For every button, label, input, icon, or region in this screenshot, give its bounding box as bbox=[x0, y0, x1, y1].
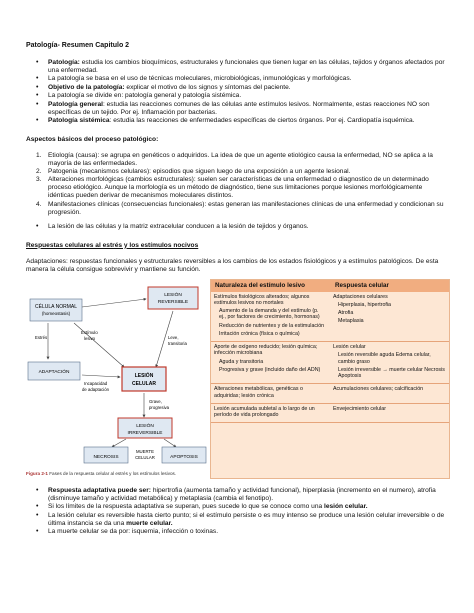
list-item: • Objetivo de la patología: explicar el motivo de los signos y síntomas del paciente. bbox=[36, 84, 446, 92]
final-list bbox=[36, 487, 446, 537]
page-title: Patología- Resumen Capitulo 2 bbox=[26, 42, 130, 49]
irreversible-2: IRREVERSIBLE bbox=[127, 430, 163, 436]
list-item: • La muerte celular se da por: isquemia, infección o toxinas. bbox=[36, 528, 446, 536]
figure-caption: Figura 2-1 Fases de la respuesta celular al estrés y los estímulos lesivos. bbox=[26, 470, 177, 476]
list-item: • La patología se divide en: patología general y patología sistémica. bbox=[36, 92, 446, 100]
table-cell-response: Lesión reversible aguda Edema celular, cambio graso bbox=[338, 352, 431, 365]
list-item: 2. Patogenia (mecanismos celulares): episodios que siguen luego de una exposición a un agente lesional. bbox=[36, 168, 351, 176]
grave-label-2: progresiva bbox=[149, 404, 170, 410]
necrosis-label: NECROSIS bbox=[93, 454, 119, 460]
table-cell-stimulus: Alteraciones metabólicas, genéticas o adquiridas; lesión crónica bbox=[214, 386, 303, 399]
irreversible-1: LESIÓN bbox=[136, 423, 154, 429]
list-item: • La patología se basa en el uso de técnicas moleculares, microbiológicas, inmunológicas y morfológicas. bbox=[36, 75, 446, 83]
adaptations-paragraph: Adaptaciones: respuestas funcionales y estructurales reversibles a los cambios de los estados fisiológicos y a estímulos patológicos. De esta manera la célula consigue sobrevivir y mantiene su función. bbox=[26, 257, 439, 273]
table-group bbox=[211, 342, 449, 384]
table-cell-response: Hiperplasia, hipertrofia bbox=[338, 301, 391, 308]
normal-cell-label: CÉLULA NORMAL bbox=[35, 303, 77, 310]
table-group bbox=[211, 404, 449, 424]
list-item: 1. Etiología (causa): se agrupa en genéticos o adquiridos. La idea de que un agente etiológico causa la enfermedad, NO se aplica a la mayoría de las enfermedades. bbox=[36, 152, 433, 168]
table-group bbox=[211, 292, 449, 343]
table-cell-response: Adaptaciones celulares bbox=[333, 293, 388, 300]
estimulo-label-1: Estímulo bbox=[81, 329, 98, 335]
estimulo-label-2: lesivo bbox=[84, 335, 95, 341]
figure-row bbox=[26, 279, 446, 481]
list-item: • Si los límites de la respuesta adaptativa se superan, pues sucede lo que se conoce como una lesión celular. bbox=[36, 503, 446, 511]
table-cell-stimulus: Aporte de oxígeno reducido; lesión química; infección microbiana bbox=[214, 344, 318, 357]
table-cell-stimulus: Estímulos fisiológicos alterados; algunos estímulos lesivos no mortales bbox=[214, 293, 310, 306]
table-cell-stimulus: Lesión acumulada subletal a lo largo de un período de vida prolongado bbox=[214, 405, 315, 419]
table-cell-response: Atrofia bbox=[338, 310, 354, 317]
aspects-heading: Aspectos básicos del proceso patológico: bbox=[26, 136, 159, 144]
normal-cell-sub: (homeostasis) bbox=[41, 310, 71, 316]
table-cell-response: Envejecimiento celular bbox=[333, 405, 386, 412]
list-item: • Respuesta adaptativa puede ser: hipertrofia (aumenta tamaño y actividad funcional), hiperplasia (incremento en el numero), atrofia (disminuye tamaño y actividad metabólica) y metaplasia (cambia el fenotipo). bbox=[36, 487, 446, 503]
stimulus-response-table bbox=[210, 279, 450, 479]
list-item: • Patología general: estudia las reacciones comunes de las células ante estímulos lesivos. Normalmente, estas reacciones NO son específicas de un tejido. Por ej. Inflamación por bacterias. bbox=[36, 101, 446, 117]
list-item: • Patología: estudia los cambios bioquímicos, estructurales y funcionales que tienen lugar en las células, tejidos y órganos afectados por una enfermedad. bbox=[36, 59, 446, 75]
table-cell-stimulus: Irritación crónica (física o química) bbox=[219, 330, 300, 337]
apoptosis-label: APOPTOSIS bbox=[170, 454, 198, 460]
table-cell-stimulus: Reducción de nutrientes y de la estimulación bbox=[219, 322, 325, 329]
list-item: 3. Alteraciones morfológicas (cambios estructurales): suelen ser características de una enfermedad o diagnostico de un determinado proceso etiológico. Aunque la morfología es un método de diagnóstico, tiene sus limitaciones porque lesiones morfológicamente idénticas pueden derivar de mecanismos moleculares distintos. bbox=[36, 176, 429, 200]
list-item: • La lesión de las células y la matriz extracelular conducen a la lesión de tejidos y órganos. bbox=[36, 223, 446, 231]
table-cell-stimulus: Aumento de la demanda y del estímulo (p. ej., por factores de crecimiento, hormonas) bbox=[219, 308, 320, 321]
leve-label-2: transitoria bbox=[168, 340, 187, 346]
table-cell-response: Lesión irreversible → muerte celular Necrosis Apoptosis bbox=[338, 366, 445, 380]
cell-response-diagram bbox=[26, 279, 208, 479]
incapacidad-label-2: de adaptación bbox=[82, 386, 109, 392]
intro-list bbox=[36, 59, 446, 126]
aspects-list bbox=[36, 152, 446, 216]
table-cell-response: Lesión celular bbox=[333, 344, 366, 351]
responses-heading: Respuestas celulares al estrés y los estímulos nocivos bbox=[26, 241, 199, 249]
table-header: Naturaleza del estímulo lesivo Respuesta celular bbox=[211, 280, 449, 292]
incapacidad-label-1: Incapacidad bbox=[84, 380, 108, 386]
adaptation-label: ADAPTACIÓN bbox=[38, 369, 70, 375]
table-cell-response: Metaplasia bbox=[338, 318, 364, 325]
lesion-celular-1: LESIÓN bbox=[134, 372, 154, 379]
muerte-label-1: MUERTE bbox=[135, 448, 155, 454]
lesion-celular-2: CELULAR bbox=[132, 380, 156, 387]
muerte-label-2: CELULAR bbox=[135, 454, 155, 460]
table-cell-stimulus: Aguda y transitoria bbox=[219, 358, 264, 365]
list-item: • La lesión celular es reversible hasta cierto punto; si el estímulo persiste o es muy intenso se produce una lesión celular irreversible o de última instancia se da una muerte celular. bbox=[36, 512, 446, 528]
cells-list bbox=[36, 223, 446, 231]
list-item: • Patología sistémica: estudia las reacciones de enfermedades específicas de ciertos órganos. Por ej. Cardiopatía isquémica. bbox=[36, 117, 446, 125]
grave-label-1: Grave, bbox=[149, 398, 162, 404]
estres-label: Estrés bbox=[35, 334, 48, 340]
reversible-label-2: REVERSIBLE bbox=[157, 299, 189, 305]
table-cell-response: Acumulaciones celulares; calcificación bbox=[333, 386, 424, 393]
table-group bbox=[211, 384, 449, 404]
leve-label-1: Leve, bbox=[168, 334, 179, 340]
table-cell-stimulus: Progresiva y grave (incluido daño del ADN) bbox=[219, 366, 321, 373]
list-item: 4. Manifestaciones clínicas (consecuencias funcionales): estas generan las manifestaciones clínicas de una enfermedad y condicionan su progresión. bbox=[36, 200, 444, 216]
reversible-label-1: LESIÓN bbox=[164, 292, 182, 298]
